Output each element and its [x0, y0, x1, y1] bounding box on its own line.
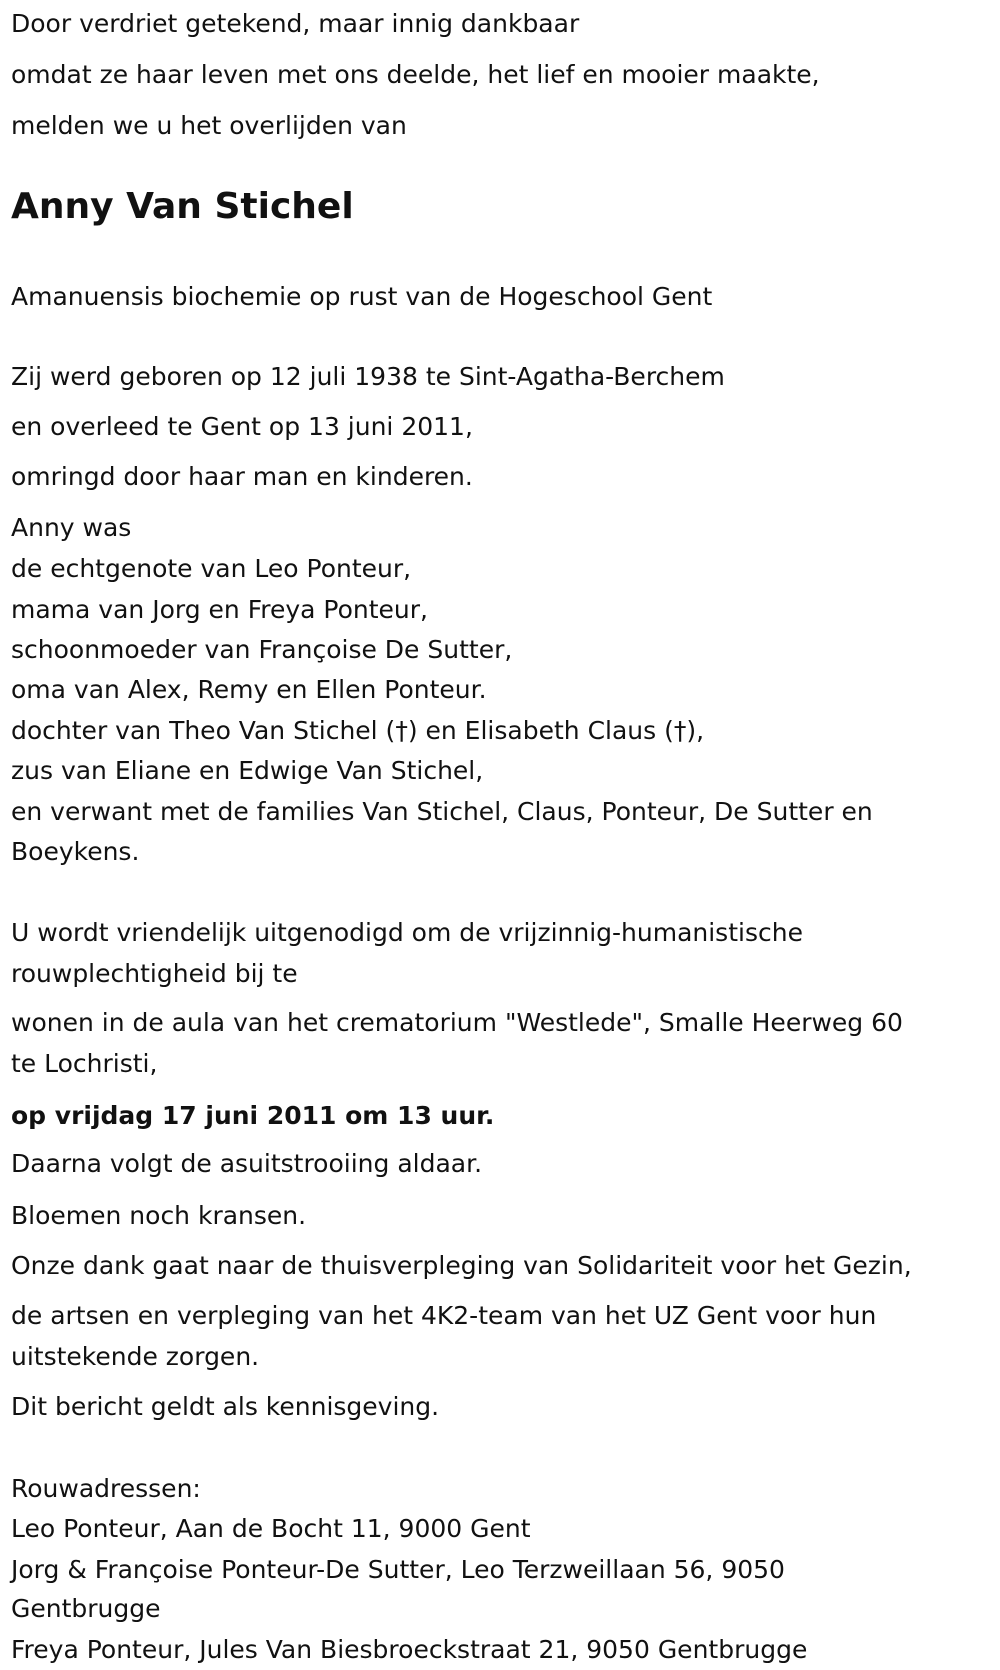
life-line: Zij werd geboren op 12 juli 1938 te Sint-Agatha-Berchem — [11, 362, 725, 391]
deceased-name: Anny Van Stichel — [11, 186, 354, 227]
ceremony-line: te Lochristi, — [11, 1049, 158, 1078]
closing-line: Bloemen noch kransen. — [11, 1201, 307, 1230]
intro-line: omdat ze haar leven met ons deelde, het lief en mooier maakte, — [11, 60, 820, 89]
family-line: de echtgenote van Leo Ponteur, — [11, 554, 412, 583]
family-line: Boeykens. — [11, 837, 140, 866]
family-line: en verwant met de families Van Stichel, Claus, Ponteur, De Sutter en — [11, 797, 873, 826]
family-line: oma van Alex, Remy en Ellen Ponteur. — [11, 675, 487, 704]
address-line: Jorg & Françoise Ponteur-De Sutter, Leo Terzweillaan 56, 9050 — [11, 1555, 785, 1584]
closing-line: de artsen en verpleging van het 4K2-team van het UZ Gent voor hun — [11, 1301, 877, 1330]
family-line: mama van Jorg en Freya Ponteur, — [11, 595, 429, 624]
closing-line: uitstekende zorgen. — [11, 1342, 260, 1371]
address-line: Freya Ponteur, Jules Van Biesbroeckstraat 21, 9050 Gentbrugge — [11, 1635, 808, 1664]
ceremony-date: op vrijdag 17 juni 2011 om 13 uur. — [11, 1101, 495, 1130]
addresses-label: Rouwadressen: — [11, 1474, 201, 1503]
ceremony-line: U wordt vriendelijk uitgenodigd om de vrijzinnig-humanistische — [11, 918, 803, 947]
intro-line: Door verdriet getekend, maar innig dankbaar — [11, 9, 580, 38]
address-line: Leo Ponteur, Aan de Bocht 11, 9000 Gent — [11, 1514, 531, 1543]
occupation: Amanuensis biochemie op rust van de Hogeschool Gent — [11, 282, 713, 311]
ceremony-line: rouwplechtigheid bij te — [11, 959, 298, 988]
intro-line: melden we u het overlijden van — [11, 111, 407, 140]
life-line: en overleed te Gent op 13 juni 2011, — [11, 412, 473, 441]
address-line: Gentbrugge — [11, 1594, 161, 1623]
ceremony-line: wonen in de aula van het crematorium "Westlede", Smalle Heerweg 60 — [11, 1008, 903, 1037]
family-line: schoonmoeder van Françoise De Sutter, — [11, 635, 513, 664]
family-line: dochter van Theo Van Stichel (†) en Elisabeth Claus (†), — [11, 716, 705, 745]
closing-line: Onze dank gaat naar de thuisverpleging van Solidariteit voor het Gezin, — [11, 1251, 912, 1280]
closing-line: Dit bericht geldt als kennisgeving. — [11, 1392, 440, 1421]
closing-line: Daarna volgt de asuitstrooiing aldaar. — [11, 1149, 483, 1178]
family-line: zus van Eliane en Edwige Van Stichel, — [11, 756, 484, 785]
life-line: omringd door haar man en kinderen. — [11, 462, 473, 491]
family-line: Anny was — [11, 513, 132, 542]
